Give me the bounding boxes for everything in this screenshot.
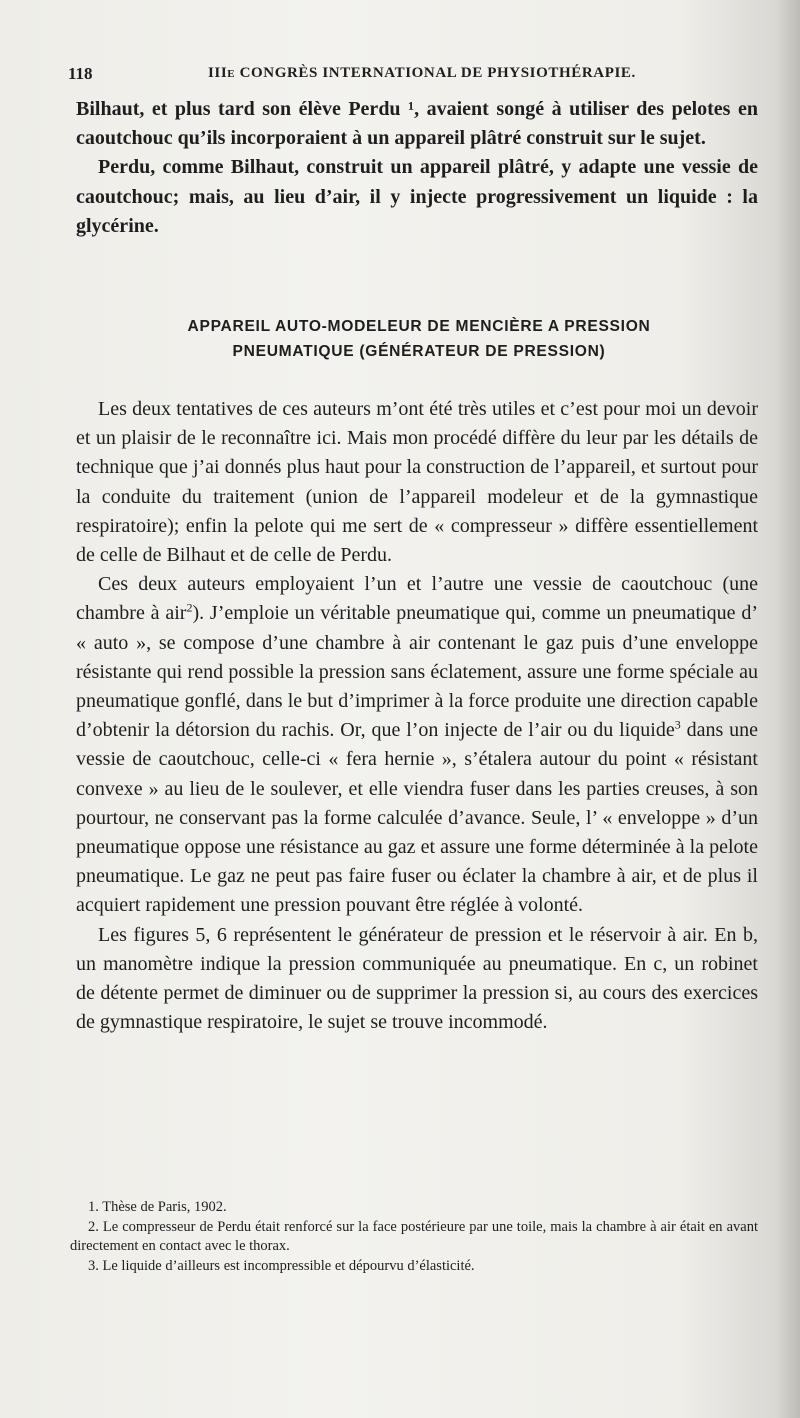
body-paragraph-1: Les deux tentatives de ces auteurs m’ont été très utiles et c’est pour moi un devoir et un plaisir de le reconnaître ici. Mais mon procédé diffère du leur par les détails de technique que j’ai donnés plus haut pour la construction de l’appareil, et surtout pour la conduite du traitement (union de l’appareil modeleur et de la gymnastique respiratoire); enfin la pelote qui me sert de « compresseur » diffère essentiellement de celle de Bilhaut et de celle de Perdu. <box>76 398 758 567</box>
body-paragraph-3: Les figures 5, 6 représentent le générateur de pression et le réservoir à air. En b, un manomètre indique la pression communiquée au pneumatique. En c, un robinet de détente permet de diminuer ou de supprimer la pression si, au cours des exercices de gymnastique respiratoire, le sujet se trouve incommodé. <box>76 923 758 1034</box>
footnote-ref-2: 2 <box>186 600 193 615</box>
section-heading-line-1: APPAREIL AUTO-MODELEUR DE MENCIÈRE A PRESSION <box>187 318 651 335</box>
running-title: IIIe CONGRÈS INTERNATIONAL DE PHYSIOTHÉRAPIE. <box>208 65 636 81</box>
section-heading-line-2: PNEUMATIQUE (GÉNÉRATEUR DE PRESSION) <box>232 343 606 360</box>
footnote-3: 3. Le liquide d’ailleurs est incompressible et dépourvu d’élasticité. <box>88 1257 475 1274</box>
body-paragraph-2-part-1: Ces deux auteurs employaient l’un et l’autre une vessie de caoutchouc (une chambre à air <box>76 573 758 625</box>
running-head <box>68 64 758 90</box>
intro-paragraph-1: Bilhaut, et plus tard son élève Perdu ¹, avaient songé à utiliser des pelotes en caoutchouc qu’ils incorporaient à un appareil plâtré construit sur le sujet. <box>76 98 758 150</box>
section-heading <box>86 314 752 364</box>
body-paragraph-2-part-3: dans une vessie de caoutchouc, celle-ci « fera hernie », s’étalera autour du point « résistant convexe » au lieu de le soulever, et elle viendra fuser dans les parties creuses, à son pourtour, ne conservant pas la forme calculée d’avance. Seule, l’ « enveloppe » d’un pneumatique oppose une résistance au gaz et assure une forme déterminée à la pelote pneumatique. Le gaz ne peut pas faire fuser ou éclater la chambre à air, et de plus il acquiert rapidement une pression pouvant être réglée à volonté. <box>76 719 758 917</box>
page-number: 118 <box>68 64 93 83</box>
body-paragraph-2 <box>76 570 758 920</box>
footnote-ref-3: 3 <box>674 717 681 732</box>
footnote-2: 2. Le compresseur de Perdu était renforcé sur la face postérieure par une toile, mais la chambre à air était en avant directement en contact avec le thorax. <box>70 1218 758 1254</box>
footnote-1: 1. Thèse de Paris, 1902. <box>88 1199 227 1215</box>
intro-block <box>76 95 758 241</box>
footnotes <box>70 1198 758 1276</box>
section-body <box>76 395 758 1037</box>
body-paragraph-2-part-2: ). J’emploie un véritable pneumatique qui, comme un pneumatique d’ « auto », se compose d’une chambre à air contenant le gaz puis d’une enveloppe résistante qui rend possible la pression sans éclatement, assure une forme spéciale au pneumatique gonflé, dans le but d’imprimer à la force produite une direction capable d’obtenir la détorsion du rachis. Or, que l’on injecte de l’air ou du liquide <box>76 602 758 742</box>
intro-paragraph-2: Perdu, comme Bilhaut, construit un appareil plâtré, y adapte une vessie de caoutchouc; mais, au lieu d’air, il y injecte progressivement un liquide : la glycérine. <box>76 156 758 237</box>
